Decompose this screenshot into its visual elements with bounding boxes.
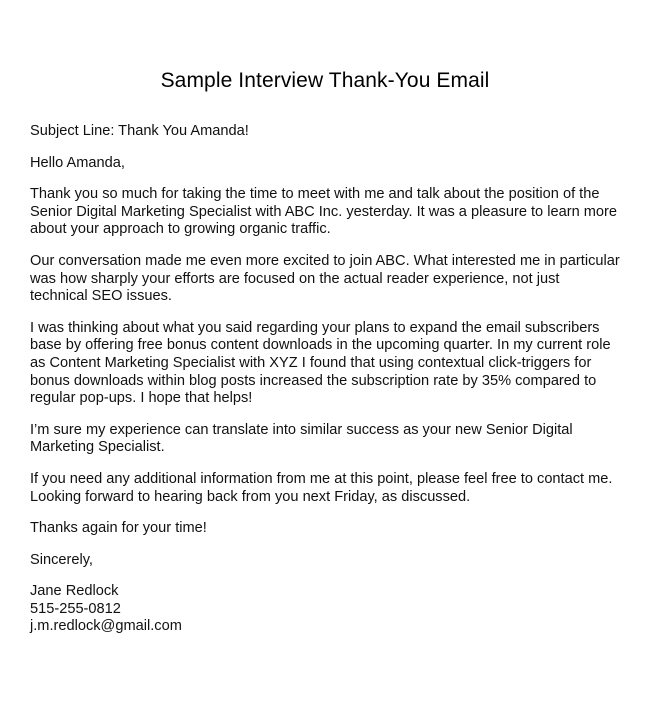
- paragraph-line: Our conversation made me even more excited to join ABC. What interested me in particular: [30, 252, 620, 269]
- paragraph-line: regular pop-ups. I hope that helps!: [30, 390, 253, 407]
- signature-email: j.m.redlock@gmail.com: [30, 618, 182, 635]
- greeting: Hello Amanda,: [30, 154, 125, 171]
- signature-phone: 515-255-0812: [30, 600, 121, 617]
- paragraph-line: Senior Digital Marketing Specialist with ABC Inc. yesterday. It was a pleasure to learn more: [30, 203, 617, 220]
- subject-line: Subject Line: Thank You Amanda!: [30, 123, 249, 139]
- paragraph-line: bonus downloads within blog posts increased the subscription rate by 35% compared to: [30, 372, 597, 389]
- paragraph-follow-up: [30, 471, 638, 506]
- paragraph-line: about your approach to growing organic traffic.: [30, 221, 331, 238]
- paragraph-line: as Content Marketing Specialist with XYZ I found that using contextual click-triggers for: [30, 354, 592, 371]
- paragraph-line: Thank you so much for taking the time to meet with me and talk about the position of the: [30, 186, 600, 203]
- paragraph-suggestion: [30, 320, 638, 408]
- paragraph-thanks-for-meeting: [30, 186, 638, 239]
- paragraph-line: was how sharply your efforts are focused on the actual reader experience, not just: [30, 270, 560, 287]
- paragraph-line: I’m sure my experience can translate into similar success as your new Senior Digital: [30, 421, 573, 438]
- paragraph-line: If you need any additional information from me at this point, please feel free to contact me.: [30, 470, 613, 487]
- paragraph-conversation: [30, 253, 638, 306]
- page-title: Sample Interview Thank-You Email: [160, 69, 490, 92]
- paragraph-line: I was thinking about what you said regarding your plans to expand the email subscribers: [30, 319, 600, 336]
- thanks-line: Thanks again for your time!: [30, 520, 207, 537]
- closing: Sincerely,: [30, 551, 93, 568]
- paragraph-line: Looking forward to hearing back from you next Friday, as discussed.: [30, 488, 471, 505]
- paragraph-line: Marketing Specialist.: [30, 439, 165, 456]
- signature-name: Jane Redlock: [30, 583, 119, 600]
- email-body: [30, 123, 638, 636]
- paragraph-experience: [30, 422, 638, 457]
- paragraph-line: base by offering free bonus content downloads in the upcoming quarter. In my current role: [30, 337, 611, 354]
- signature-block: [30, 583, 638, 636]
- paragraph-line: technical SEO issues.: [30, 288, 172, 305]
